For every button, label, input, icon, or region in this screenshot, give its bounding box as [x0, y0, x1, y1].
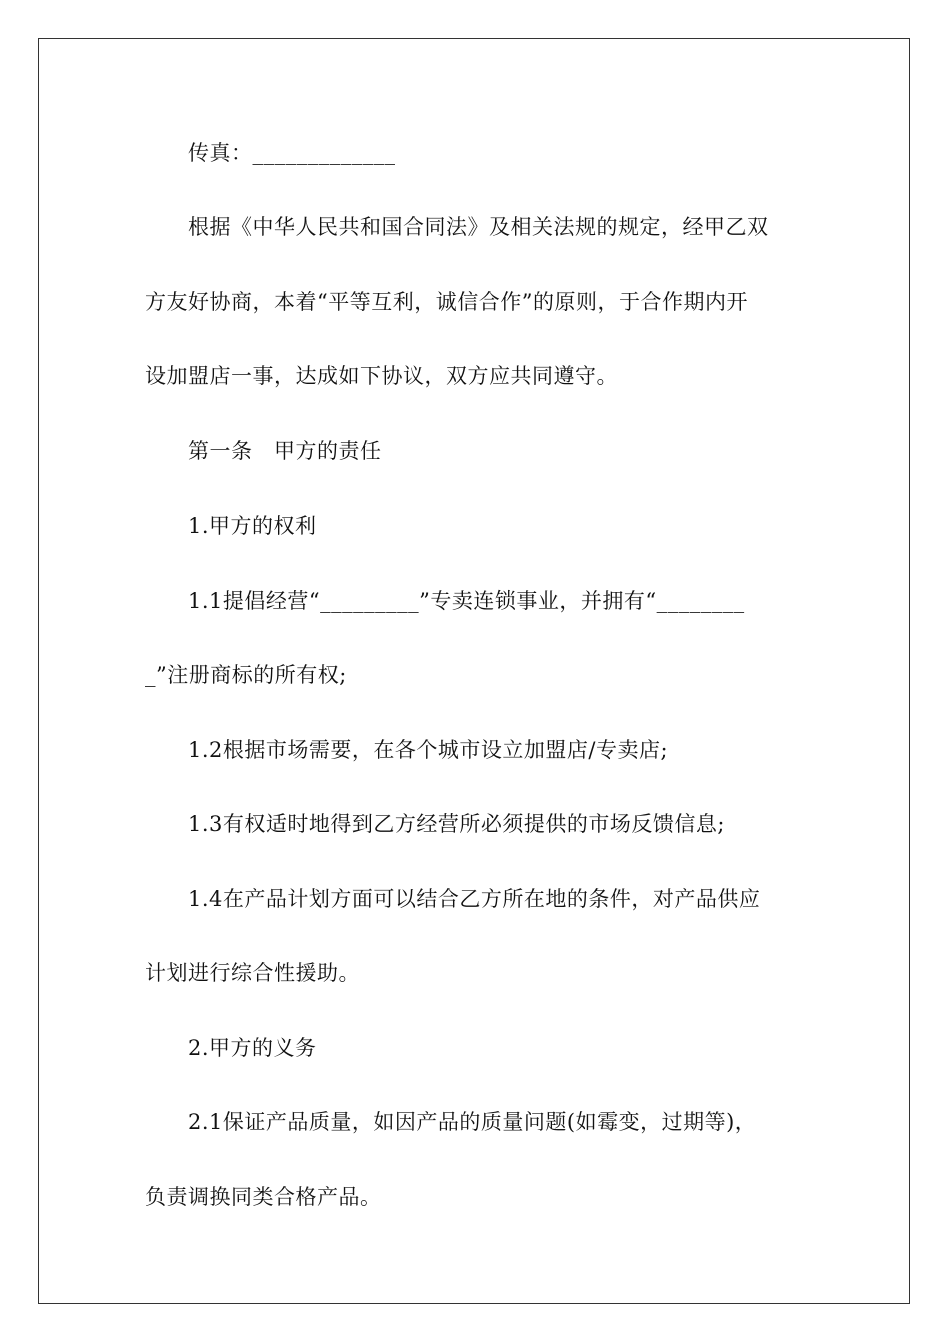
clause-1-1-line-1: 1.1提倡经营“_________”专卖连锁事业，并拥有“________ — [188, 589, 745, 613]
clause-1-1-line-2: _”注册商标的所有权; — [145, 663, 347, 687]
article-1-heading: 第一条 甲方的责任 — [188, 439, 382, 463]
clause-2-1-line-1: 2.1保证产品质量，如因产品的质量问题(如霉变，过期等)， — [188, 1110, 757, 1134]
clause-1-2: 1.2根据市场需要，在各个城市设立加盟店/专卖店; — [188, 738, 669, 762]
preamble-line-3: 设加盟店一事，达成如下协议，双方应共同遵守。 — [145, 364, 618, 388]
clause-2-1-line-2: 负责调换同类合格产品。 — [145, 1185, 382, 1209]
preamble-line-2: 方友好协商，本着“平等互利，诚信合作”的原则，于合作期内开 — [145, 290, 748, 314]
party-a-rights-heading: 1.甲方的权利 — [188, 514, 317, 538]
fax-line: 传真：_____________ — [188, 141, 396, 165]
clause-1-4-line-1: 1.4在产品计划方面可以结合乙方所在地的条件，对产品供应 — [188, 887, 761, 911]
party-a-obligations-heading: 2.甲方的义务 — [188, 1036, 317, 1060]
preamble-line-1: 根据《中华人民共和国合同法》及相关法规的规定，经甲乙双 — [188, 215, 769, 239]
clause-1-3: 1.3有权适时地得到乙方经营所必须提供的市场反馈信息; — [188, 812, 725, 836]
clause-1-4-line-2: 计划进行综合性援助。 — [145, 961, 360, 985]
